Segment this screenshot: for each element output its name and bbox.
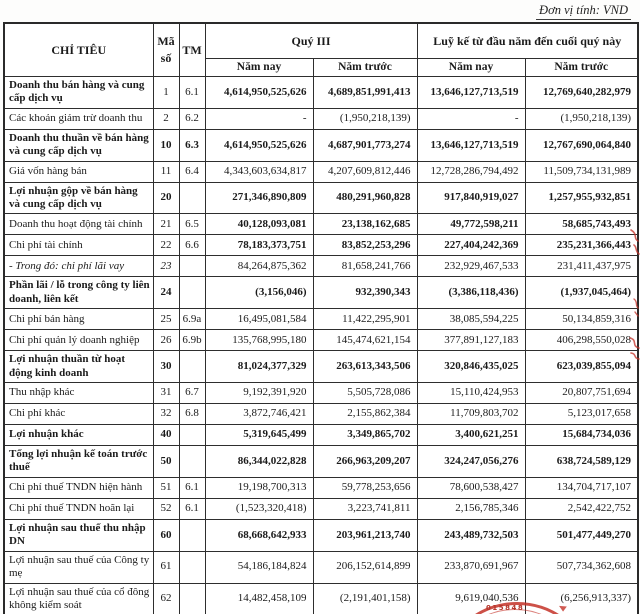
q3-current-value: 40,128,093,081 — [205, 214, 313, 235]
row-note-ref: 6.6 — [179, 235, 205, 256]
row-note-ref: 6.1 — [179, 77, 205, 109]
ytd-current-value: 377,891,127,183 — [417, 330, 525, 351]
column-header-ytd-current-year: Năm nay — [417, 59, 525, 77]
ytd-prior-value: 5,123,017,658 — [525, 404, 638, 425]
row-note-ref: 6.8 — [179, 404, 205, 425]
row-label: Lợi nhuận khác — [4, 425, 153, 446]
q3-current-value: 81,024,377,329 — [205, 351, 313, 383]
ytd-current-value: 233,870,691,967 — [417, 551, 525, 583]
ytd-current-value: 13,646,127,713,519 — [417, 77, 525, 109]
q3-prior-value: 206,152,614,899 — [313, 551, 417, 583]
row-label: Chi phí quản lý doanh nghiệp — [4, 330, 153, 351]
row-code: 10 — [153, 129, 179, 161]
table-row — [4, 330, 638, 351]
row-code: 51 — [153, 477, 179, 498]
q3-current-value: 9,192,391,920 — [205, 383, 313, 404]
q3-prior-value: 2,155,862,384 — [313, 404, 417, 425]
ytd-prior-value: 50,134,859,316 — [525, 309, 638, 330]
q3-current-value: 4,614,950,525,626 — [205, 77, 313, 109]
table-row — [4, 425, 638, 446]
row-note-ref: 6.2 — [179, 108, 205, 129]
row-note-ref — [179, 256, 205, 277]
column-header-quarter3: Quý III — [205, 23, 417, 59]
table-row — [4, 214, 638, 235]
table-row — [4, 551, 638, 583]
table-body — [4, 77, 638, 614]
column-header-criteria: CHỈ TIÊU — [4, 23, 153, 77]
row-note-ref: 6.9a — [179, 309, 205, 330]
row-code: 31 — [153, 383, 179, 404]
row-note-ref — [179, 182, 205, 214]
q3-current-value: 135,768,995,180 — [205, 330, 313, 351]
table-row — [4, 108, 638, 129]
q3-prior-value: 4,689,851,991,413 — [313, 77, 417, 109]
ytd-current-value: 9,619,040,536 — [417, 583, 525, 614]
q3-current-value: 86,344,022,828 — [205, 446, 313, 478]
row-label: Chi phí thuế TNDN hoãn lại — [4, 498, 153, 519]
q3-current-value: 16,495,081,584 — [205, 309, 313, 330]
row-label: Lợi nhuận sau thuế thu nhập DN — [4, 519, 153, 551]
table-row — [4, 446, 638, 478]
row-label: Tổng lợi nhuận kế toán trước thuế — [4, 446, 153, 478]
q3-current-value: (1,523,320,418) — [205, 498, 313, 519]
row-note-ref — [179, 551, 205, 583]
row-code: 30 — [153, 351, 179, 383]
q3-prior-value: 4,687,901,773,274 — [313, 129, 417, 161]
row-label: Thu nhập khác — [4, 383, 153, 404]
ytd-prior-value: (1,950,218,139) — [525, 108, 638, 129]
q3-current-value: (3,156,046) — [205, 277, 313, 309]
q3-prior-value: 23,138,162,685 — [313, 214, 417, 235]
ytd-prior-value: 231,411,437,975 — [525, 256, 638, 277]
ytd-current-value: 38,085,594,225 — [417, 309, 525, 330]
ytd-current-value: 78,600,538,427 — [417, 477, 525, 498]
ytd-current-value: 3,400,621,251 — [417, 425, 525, 446]
q3-current-value: 68,668,642,933 — [205, 519, 313, 551]
row-code: 11 — [153, 161, 179, 182]
row-label: - Trong đó: chi phí lãi vay — [4, 256, 153, 277]
code-header-line2: số — [160, 51, 172, 65]
ytd-prior-value: 1,257,955,932,851 — [525, 182, 638, 214]
column-header-notes: TM — [179, 23, 205, 77]
q3-current-value: 4,614,950,525,626 — [205, 129, 313, 161]
row-label: Lợi nhuận sau thuế của Công ty mẹ — [4, 551, 153, 583]
table-header — [4, 23, 638, 77]
q3-current-value: 54,186,184,824 — [205, 551, 313, 583]
ytd-prior-value: 507,734,362,608 — [525, 551, 638, 583]
row-code: 25 — [153, 309, 179, 330]
row-code: 22 — [153, 235, 179, 256]
row-label: Doanh thu thuần về bán hàng và cung cấp dịch vụ — [4, 129, 153, 161]
row-label: Chi phí tài chính — [4, 235, 153, 256]
ytd-current-value: - — [417, 108, 525, 129]
row-label: Doanh thu bán hàng và cung cấp dịch vụ — [4, 77, 153, 109]
row-code: 26 — [153, 330, 179, 351]
q3-prior-value: 11,422,295,901 — [313, 309, 417, 330]
table-row — [4, 235, 638, 256]
ytd-prior-value: 12,767,690,064,840 — [525, 129, 638, 161]
column-header-code — [153, 23, 179, 77]
row-code: 24 — [153, 277, 179, 309]
q3-current-value: 3,872,746,421 — [205, 404, 313, 425]
table-row — [4, 477, 638, 498]
row-code: 60 — [153, 519, 179, 551]
ytd-prior-value: 134,704,717,107 — [525, 477, 638, 498]
ytd-current-value: 11,709,803,702 — [417, 404, 525, 425]
ytd-current-value: 2,156,785,346 — [417, 498, 525, 519]
q3-prior-value: 203,961,213,740 — [313, 519, 417, 551]
ytd-current-value: 49,772,598,211 — [417, 214, 525, 235]
ytd-current-value: (3,386,118,436) — [417, 277, 525, 309]
q3-prior-value: 81,658,241,766 — [313, 256, 417, 277]
row-label: Giá vốn hàng bán — [4, 161, 153, 182]
row-code: 2 — [153, 108, 179, 129]
q3-prior-value: 263,613,343,506 — [313, 351, 417, 383]
q3-prior-value: 59,778,253,656 — [313, 477, 417, 498]
q3-prior-value: 5,505,728,086 — [313, 383, 417, 404]
ytd-current-value: 320,846,435,025 — [417, 351, 525, 383]
row-code: 20 — [153, 182, 179, 214]
q3-current-value: 4,343,603,634,817 — [205, 161, 313, 182]
unit-of-measure-label: Đơn vị tính: VND — [536, 3, 631, 20]
stamp-registration-digits: 015848 — [486, 604, 525, 612]
row-label: Phần lãi / lỗ trong công ty liên doanh, liên kết — [4, 277, 153, 309]
red-pen-mark-icon — [629, 229, 640, 255]
q3-prior-value: (1,950,218,139) — [313, 108, 417, 129]
income-statement-table — [3, 22, 639, 614]
code-header-line1: Mã — [157, 33, 175, 48]
row-note-ref: 6.9b — [179, 330, 205, 351]
row-note-ref — [179, 425, 205, 446]
ytd-current-value: 917,840,919,027 — [417, 182, 525, 214]
row-code: 21 — [153, 214, 179, 235]
row-label: Lợi nhuận thuần từ hoạt động kinh doanh — [4, 351, 153, 383]
ytd-prior-value: 638,724,589,129 — [525, 446, 638, 478]
table-row — [4, 77, 638, 109]
ytd-current-value: 227,404,242,369 — [417, 235, 525, 256]
table-row — [4, 309, 638, 330]
q3-current-value: - — [205, 108, 313, 129]
row-note-ref — [179, 277, 205, 309]
table-row — [4, 129, 638, 161]
row-label: Chi phí thuế TNDN hiện hành — [4, 477, 153, 498]
table-row — [4, 383, 638, 404]
ytd-prior-value: 406,298,550,028 — [525, 330, 638, 351]
ytd-prior-value: 2,542,422,752 — [525, 498, 638, 519]
q3-current-value: 84,264,875,362 — [205, 256, 313, 277]
row-note-ref: 6.5 — [179, 214, 205, 235]
ytd-current-value: 324,247,056,276 — [417, 446, 525, 478]
q3-current-value: 78,183,373,751 — [205, 235, 313, 256]
ytd-prior-value: (1,937,045,464) — [525, 277, 638, 309]
table-row — [4, 519, 638, 551]
row-note-ref — [179, 583, 205, 614]
ytd-current-value: 243,489,732,503 — [417, 519, 525, 551]
row-code: 1 — [153, 77, 179, 109]
q3-current-value: 5,319,645,499 — [205, 425, 313, 446]
red-pen-mark-icon — [628, 336, 640, 360]
row-note-ref: 6.4 — [179, 161, 205, 182]
q3-prior-value: 145,474,621,154 — [313, 330, 417, 351]
row-code: 50 — [153, 446, 179, 478]
q3-prior-value: 3,223,741,811 — [313, 498, 417, 519]
table-row — [4, 404, 638, 425]
row-label: Lợi nhuận gộp về bán hàng và cung cấp dịch vụ — [4, 182, 153, 214]
row-label: Doanh thu hoạt động tài chính — [4, 214, 153, 235]
row-note-ref: 6.1 — [179, 498, 205, 519]
column-header-q3-prior-year: Năm trước — [313, 59, 417, 77]
row-note-ref — [179, 351, 205, 383]
ytd-current-value: 12,728,286,794,492 — [417, 161, 525, 182]
ytd-prior-value: 623,039,855,094 — [525, 351, 638, 383]
ytd-prior-value: 20,807,751,694 — [525, 383, 638, 404]
ytd-prior-value: 501,477,449,270 — [525, 519, 638, 551]
red-pen-mark-icon — [631, 298, 640, 318]
ytd-prior-value: 15,684,734,036 — [525, 425, 638, 446]
row-label: Chi phí khác — [4, 404, 153, 425]
row-note-ref: 6.1 — [179, 477, 205, 498]
q3-prior-value: 3,349,865,702 — [313, 425, 417, 446]
row-note-ref: 6.3 — [179, 129, 205, 161]
q3-prior-value: (2,191,401,158) — [313, 583, 417, 614]
ytd-prior-value: 12,769,640,282,979 — [525, 77, 638, 109]
ytd-current-value: 232,929,467,533 — [417, 256, 525, 277]
column-header-ytd-prior-year: Năm trước — [525, 59, 638, 77]
q3-prior-value: 83,852,253,296 — [313, 235, 417, 256]
row-note-ref — [179, 519, 205, 551]
q3-prior-value: 932,390,343 — [313, 277, 417, 309]
ytd-current-value: 13,646,127,713,519 — [417, 129, 525, 161]
table-row — [4, 161, 638, 182]
column-header-ytd: Luỹ kế từ đầu năm đến cuối quý này — [417, 23, 638, 59]
row-label: Các khoản giảm trừ doanh thu — [4, 108, 153, 129]
column-header-q3-current-year: Năm nay — [205, 59, 313, 77]
row-label: Lợi nhuận sau thuế của cổ đông không kiểm soát — [4, 583, 153, 614]
table-row — [4, 277, 638, 309]
row-code: 40 — [153, 425, 179, 446]
row-note-ref: 6.7 — [179, 383, 205, 404]
ytd-current-value: 15,110,424,953 — [417, 383, 525, 404]
row-code: 23 — [153, 256, 179, 277]
q3-prior-value: 480,291,960,828 — [313, 182, 417, 214]
table-row — [4, 256, 638, 277]
q3-current-value: 14,482,458,109 — [205, 583, 313, 614]
ytd-prior-value: 235,231,366,443 — [525, 235, 638, 256]
table-row — [4, 182, 638, 214]
row-code: 62 — [153, 583, 179, 614]
table-row — [4, 498, 638, 519]
q3-prior-value: 4,207,609,812,446 — [313, 161, 417, 182]
ytd-prior-value: 58,685,743,493 — [525, 214, 638, 235]
ytd-prior-value: (6,256,913,337) — [525, 583, 638, 614]
table-row — [4, 351, 638, 383]
row-code: 61 — [153, 551, 179, 583]
row-note-ref — [179, 446, 205, 478]
q3-prior-value: 266,963,209,207 — [313, 446, 417, 478]
row-label: Chi phí bán hàng — [4, 309, 153, 330]
q3-current-value: 271,346,890,809 — [205, 182, 313, 214]
row-code: 52 — [153, 498, 179, 519]
row-code: 32 — [153, 404, 179, 425]
ytd-prior-value: 11,509,734,131,989 — [525, 161, 638, 182]
q3-current-value: 19,198,700,313 — [205, 477, 313, 498]
